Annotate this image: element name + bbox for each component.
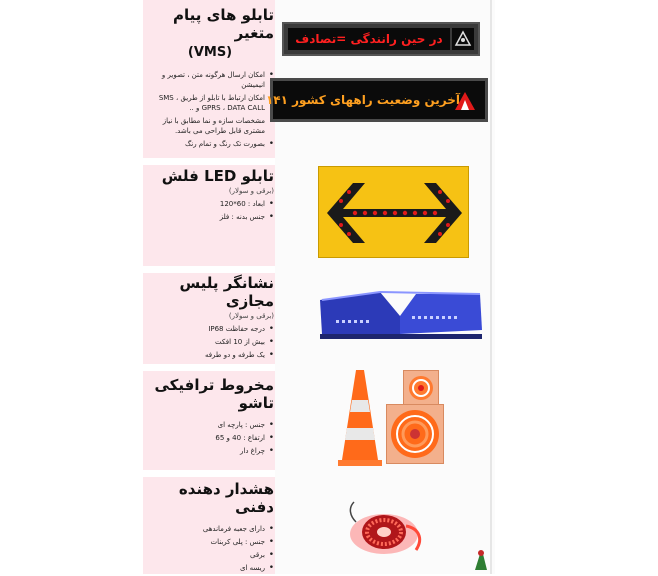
section-divider <box>143 470 275 477</box>
bullet-item: • بصورت تک رنگ و تمام رنگ <box>146 139 274 149</box>
led-message: در حین رانندگی =تصادف <box>295 32 443 46</box>
bullet-item: • چراغ دار <box>146 446 274 456</box>
section-embedded-warning <box>146 480 274 576</box>
road-logo-icon <box>453 88 477 112</box>
folded-cone-top-image <box>403 370 439 406</box>
section-title: تابلو LED فلش <box>161 167 274 185</box>
bullet-item: • ریسه ای <box>146 563 274 573</box>
police-light-bar-image <box>316 286 484 342</box>
led-arrow-sign-image <box>318 166 469 258</box>
section-title: نشانگر پلیس مجازی <box>179 274 274 310</box>
double-arrow-icon <box>319 167 470 259</box>
section-vms <box>146 6 274 152</box>
bullet-item: • برقی <box>146 550 274 560</box>
traffic-cone-image <box>338 366 382 468</box>
bullet-item: • جنس : پلی کربنات <box>146 537 274 547</box>
section-virtual-police <box>146 274 274 363</box>
logo-icon <box>452 28 474 50</box>
road-stud-light-image <box>344 498 426 560</box>
section-title: هشدار دهنده دفنی <box>178 480 274 516</box>
bullet-item: • دارای جعبه فرماندهی <box>146 524 274 534</box>
bullet-item: • ارتفاع : 40 و 65 <box>146 433 274 443</box>
section-traffic-cone <box>146 376 274 459</box>
section-title: مخروط ترافیکی تاشو <box>154 376 274 412</box>
section-divider <box>143 364 275 371</box>
section-subtitle: (VMS) <box>187 45 233 60</box>
bullet-item: • بیش از 10 افکت <box>146 337 274 347</box>
page-edge <box>490 0 492 574</box>
led-message: آخرین وضعیت راههای کشور ۱۴۱ <box>265 93 461 107</box>
section-divider <box>143 266 275 273</box>
bullet-item: • درجه حفاظت IP68 <box>146 324 274 334</box>
bullet-item: • امکان ارسال هرگونه متن ، تصویر و انیمیشن <box>146 70 274 90</box>
section-divider <box>143 158 275 165</box>
bullet-item: • مشخصات سازه و نما مطابق با نیاز مشتری قابل طراحی می باشد. <box>146 116 274 136</box>
vms-sign-image <box>282 22 480 56</box>
bullet-item: • جنس بدنه : فلز <box>146 212 274 222</box>
bullet-item: • یک طرفه و دو طرفه <box>146 350 274 360</box>
folded-cone-side-image <box>386 404 444 464</box>
section-subtitle: (برقی و سولار) <box>228 312 274 320</box>
bullet-item: • جنس : پارچه ای <box>146 420 274 430</box>
section-subtitle: (برقی و سولار) <box>228 187 274 195</box>
bullet-item: • ابعاد : 60*120 <box>146 199 274 209</box>
section-title: تابلو های پیام متغیر <box>172 6 274 42</box>
section-led-arrow <box>146 167 274 225</box>
small-figure-icon <box>472 548 490 572</box>
vms-sign-image <box>265 78 488 122</box>
bullet-item: • امکان ارتباط با تابلو از طریق SMS ، GPRS ، DATA CALL و .. <box>146 93 274 113</box>
